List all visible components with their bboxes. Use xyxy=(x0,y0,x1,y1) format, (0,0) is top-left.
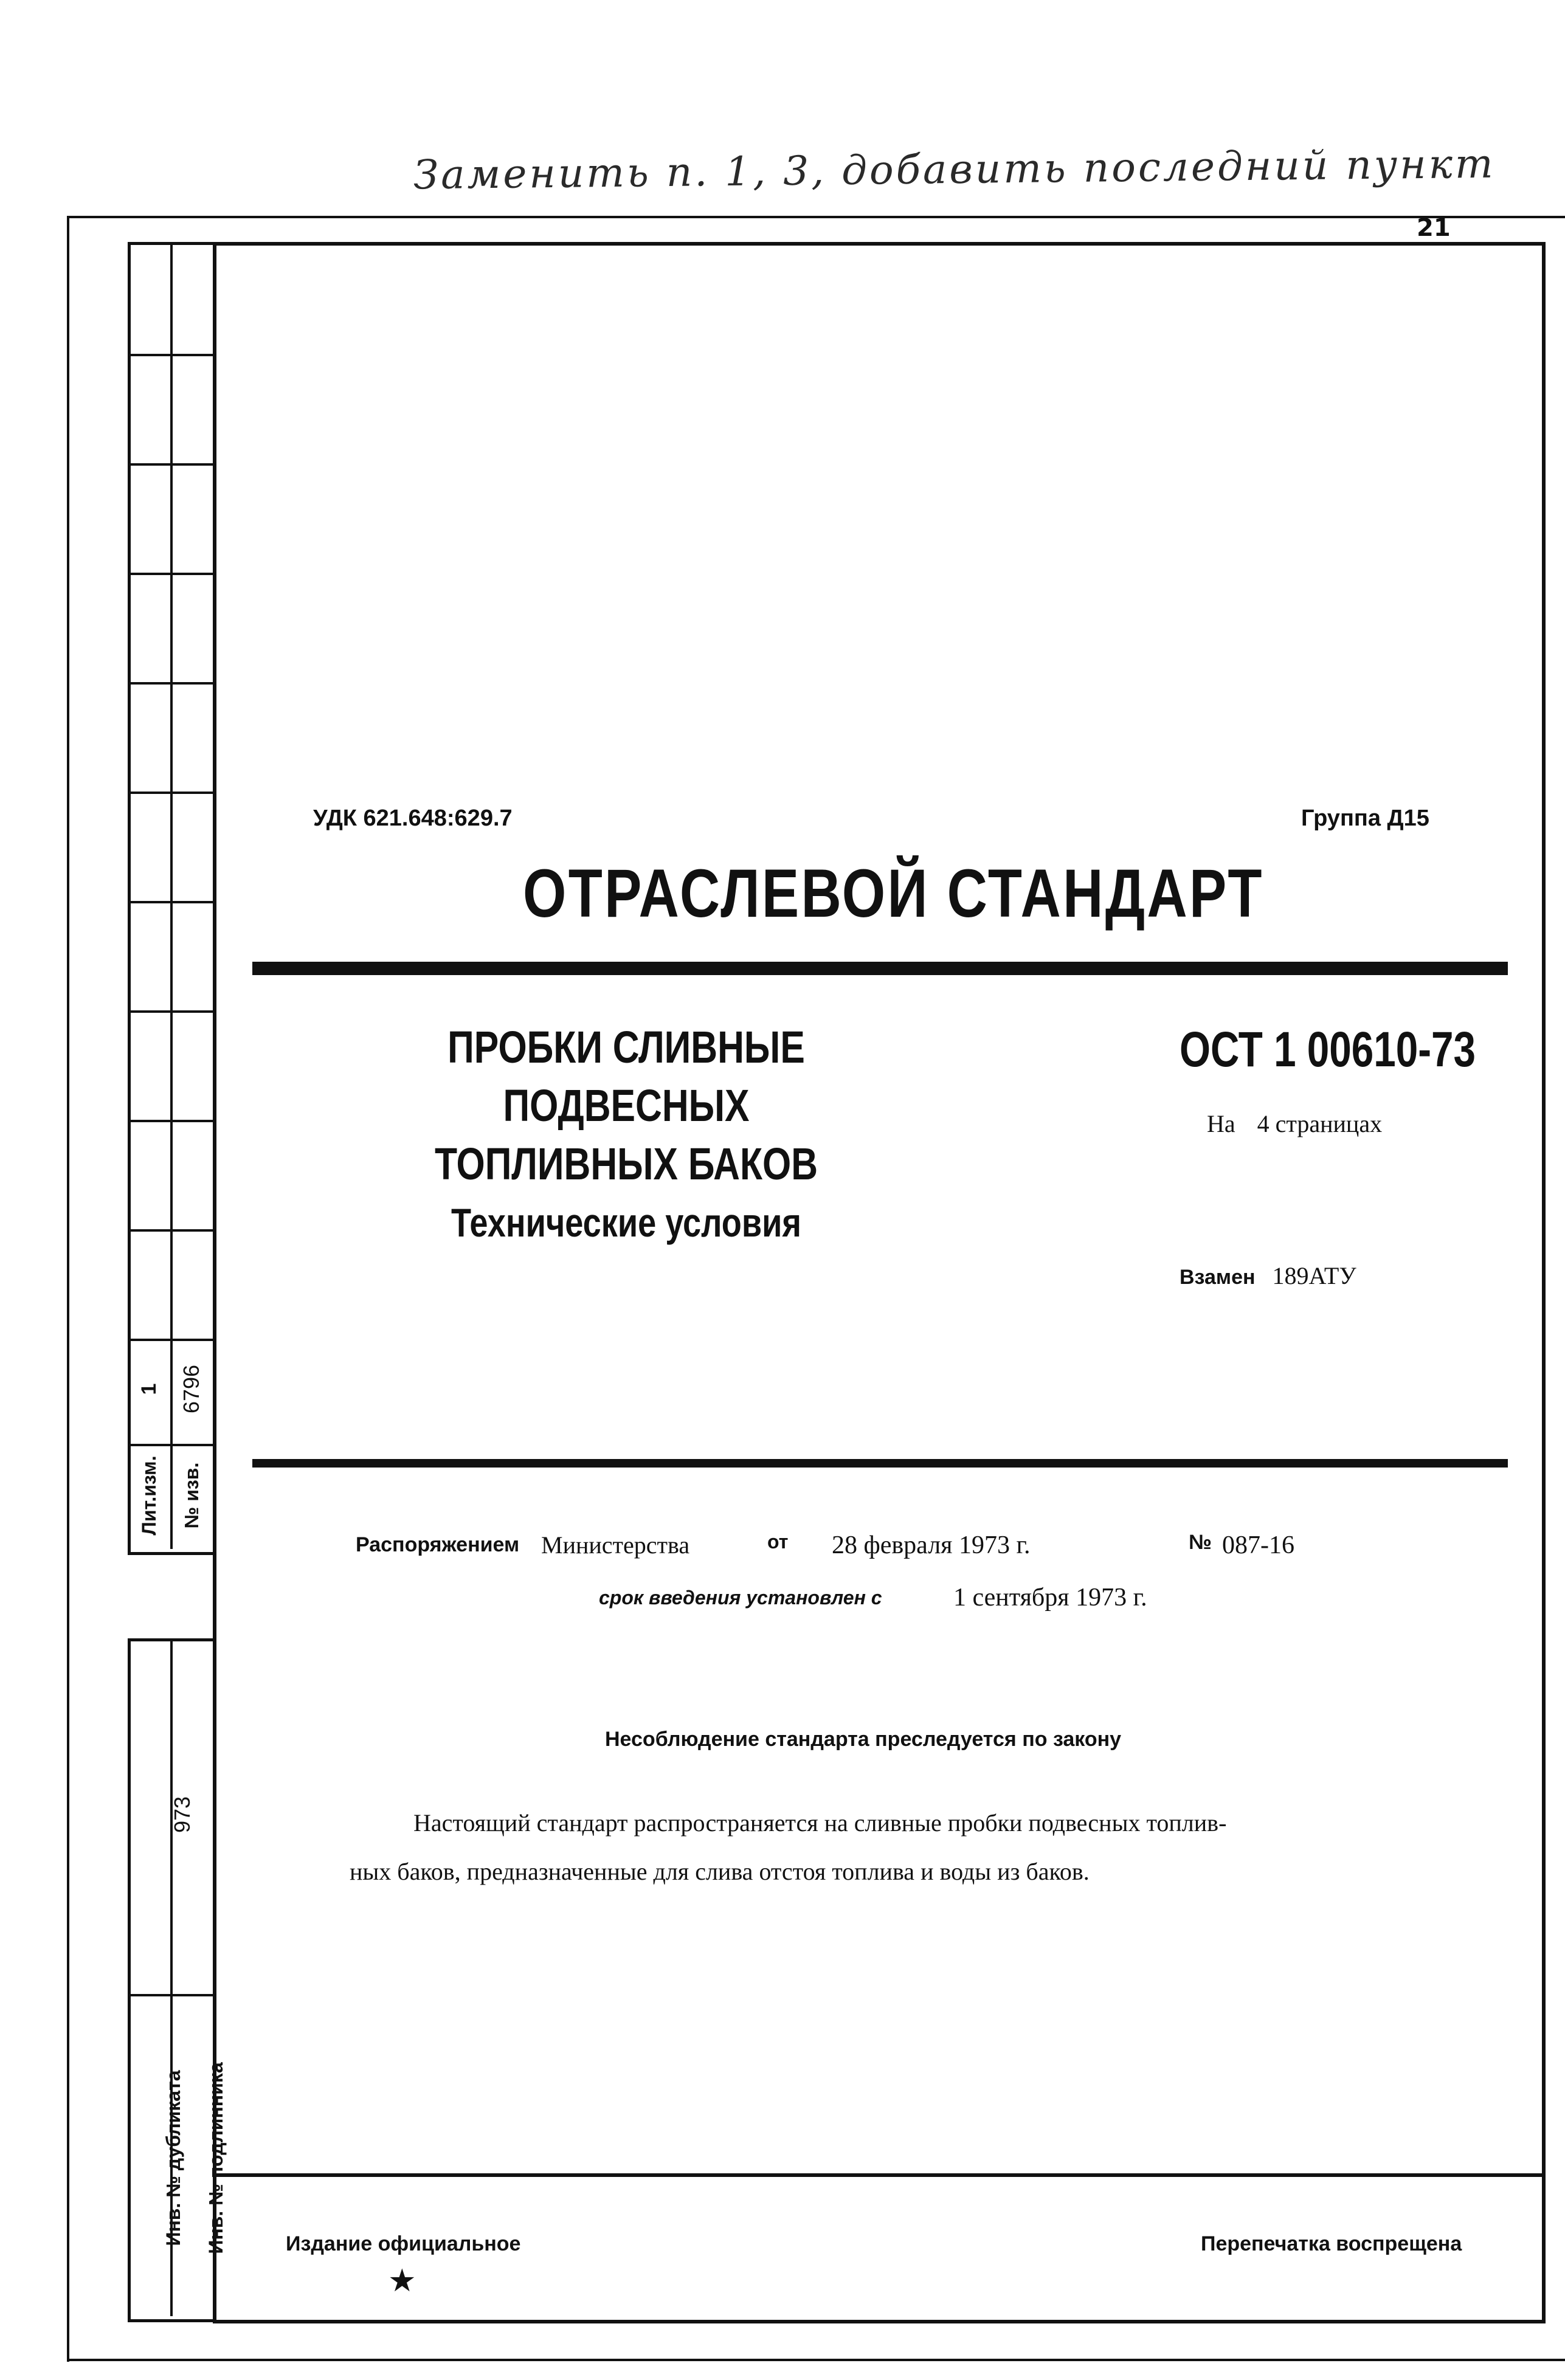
document-type-title: ОТРАСЛЕВОЙ СТАНДАРТ xyxy=(523,855,1264,931)
replaces-label: Взамен xyxy=(1180,1266,1256,1289)
order-number: 087-16 xyxy=(1222,1531,1294,1559)
outer-frame-left xyxy=(67,216,69,2362)
sidebar-row-line xyxy=(128,1339,213,1341)
header-bottom-rule xyxy=(252,1459,1508,1468)
orig-value: 973 xyxy=(170,1796,195,1833)
orig-label: Инв. № подлинника xyxy=(205,2062,227,2254)
group-code: Группа Д15 xyxy=(1301,805,1429,831)
sidebar-row-line xyxy=(128,1994,213,1996)
sidebar-row-line xyxy=(128,463,213,466)
footer-divider xyxy=(213,2173,1542,2177)
sidebar-row-line xyxy=(128,792,213,794)
sidebar-row-line xyxy=(128,354,213,356)
pages-count: 4 xyxy=(1257,1110,1270,1137)
handwritten-note: Заменить п. 1, 3, добавить последний пункт xyxy=(413,140,1496,199)
outer-frame-top xyxy=(67,216,1565,218)
sidebar-upper-divider xyxy=(170,242,173,1549)
edition-label: Издание официальное xyxy=(286,2232,521,2255)
pages-info xyxy=(1207,1109,1382,1138)
sidebar-row-line xyxy=(128,1444,213,1446)
replaces-info xyxy=(1180,1261,1356,1290)
sidebar-row-line xyxy=(128,1120,213,1122)
order-label: Распоряжением xyxy=(356,1533,520,1556)
scope-line-2: ных баков, предназначенные для слива отстоя топлива и воды из баков. xyxy=(350,1858,1090,1885)
udk-code: УДК 621.648:629.7 xyxy=(313,805,513,831)
izv-value: 6796 xyxy=(179,1364,204,1414)
order-from: от xyxy=(767,1531,789,1553)
lit-value: 1 xyxy=(137,1383,161,1395)
replaces-value: 189АТУ xyxy=(1272,1262,1356,1289)
sidebar-row-line xyxy=(128,901,213,903)
scope-line-1: Настоящий стандарт распространяется на сливные пробки подвесных топлив- xyxy=(413,1809,1227,1837)
effective-date: 1 сентября 1973 г. xyxy=(953,1584,1147,1612)
reprint-notice: Перепечатка воспрещена xyxy=(1201,2232,1462,2255)
dup-label: Инв. № дубликата xyxy=(162,2070,184,2246)
product-title-line1: ПРОБКИ СЛИВНЫЕ xyxy=(447,1022,805,1072)
sidebar-row-line xyxy=(128,1010,213,1013)
order-org: Министерства xyxy=(541,1531,690,1559)
product-title xyxy=(340,1018,912,1252)
product-subtitle: Технические условия xyxy=(451,1200,801,1245)
page-number: 21 xyxy=(1417,214,1451,242)
izv-label: № изв. xyxy=(181,1462,202,1529)
pages-label: На xyxy=(1207,1110,1235,1137)
sidebar-row-line xyxy=(128,682,213,685)
effective-label: срок введения установлен с xyxy=(599,1587,882,1609)
standard-number: ОСТ 1 00610-73 xyxy=(1180,1022,1476,1077)
star-icon: ★ xyxy=(388,2264,416,2299)
pages-word: страницах xyxy=(1275,1110,1383,1137)
order-date: 28 февраля 1973 г. xyxy=(832,1531,1031,1559)
lit-label: Лит.изм. xyxy=(138,1455,160,1536)
sidebar-row-line xyxy=(128,573,213,575)
outer-frame-bottom xyxy=(67,2359,1565,2361)
title-rule xyxy=(252,962,1508,975)
violation-notice: Несоблюдение стандарта преследуется по закону xyxy=(605,1728,1122,1751)
order-no-label: № xyxy=(1189,1531,1212,1554)
product-title-line2: ПОДВЕСНЫХ ТОПЛИВНЫХ БАКОВ xyxy=(434,1080,818,1189)
sidebar-row-line xyxy=(128,1229,213,1232)
